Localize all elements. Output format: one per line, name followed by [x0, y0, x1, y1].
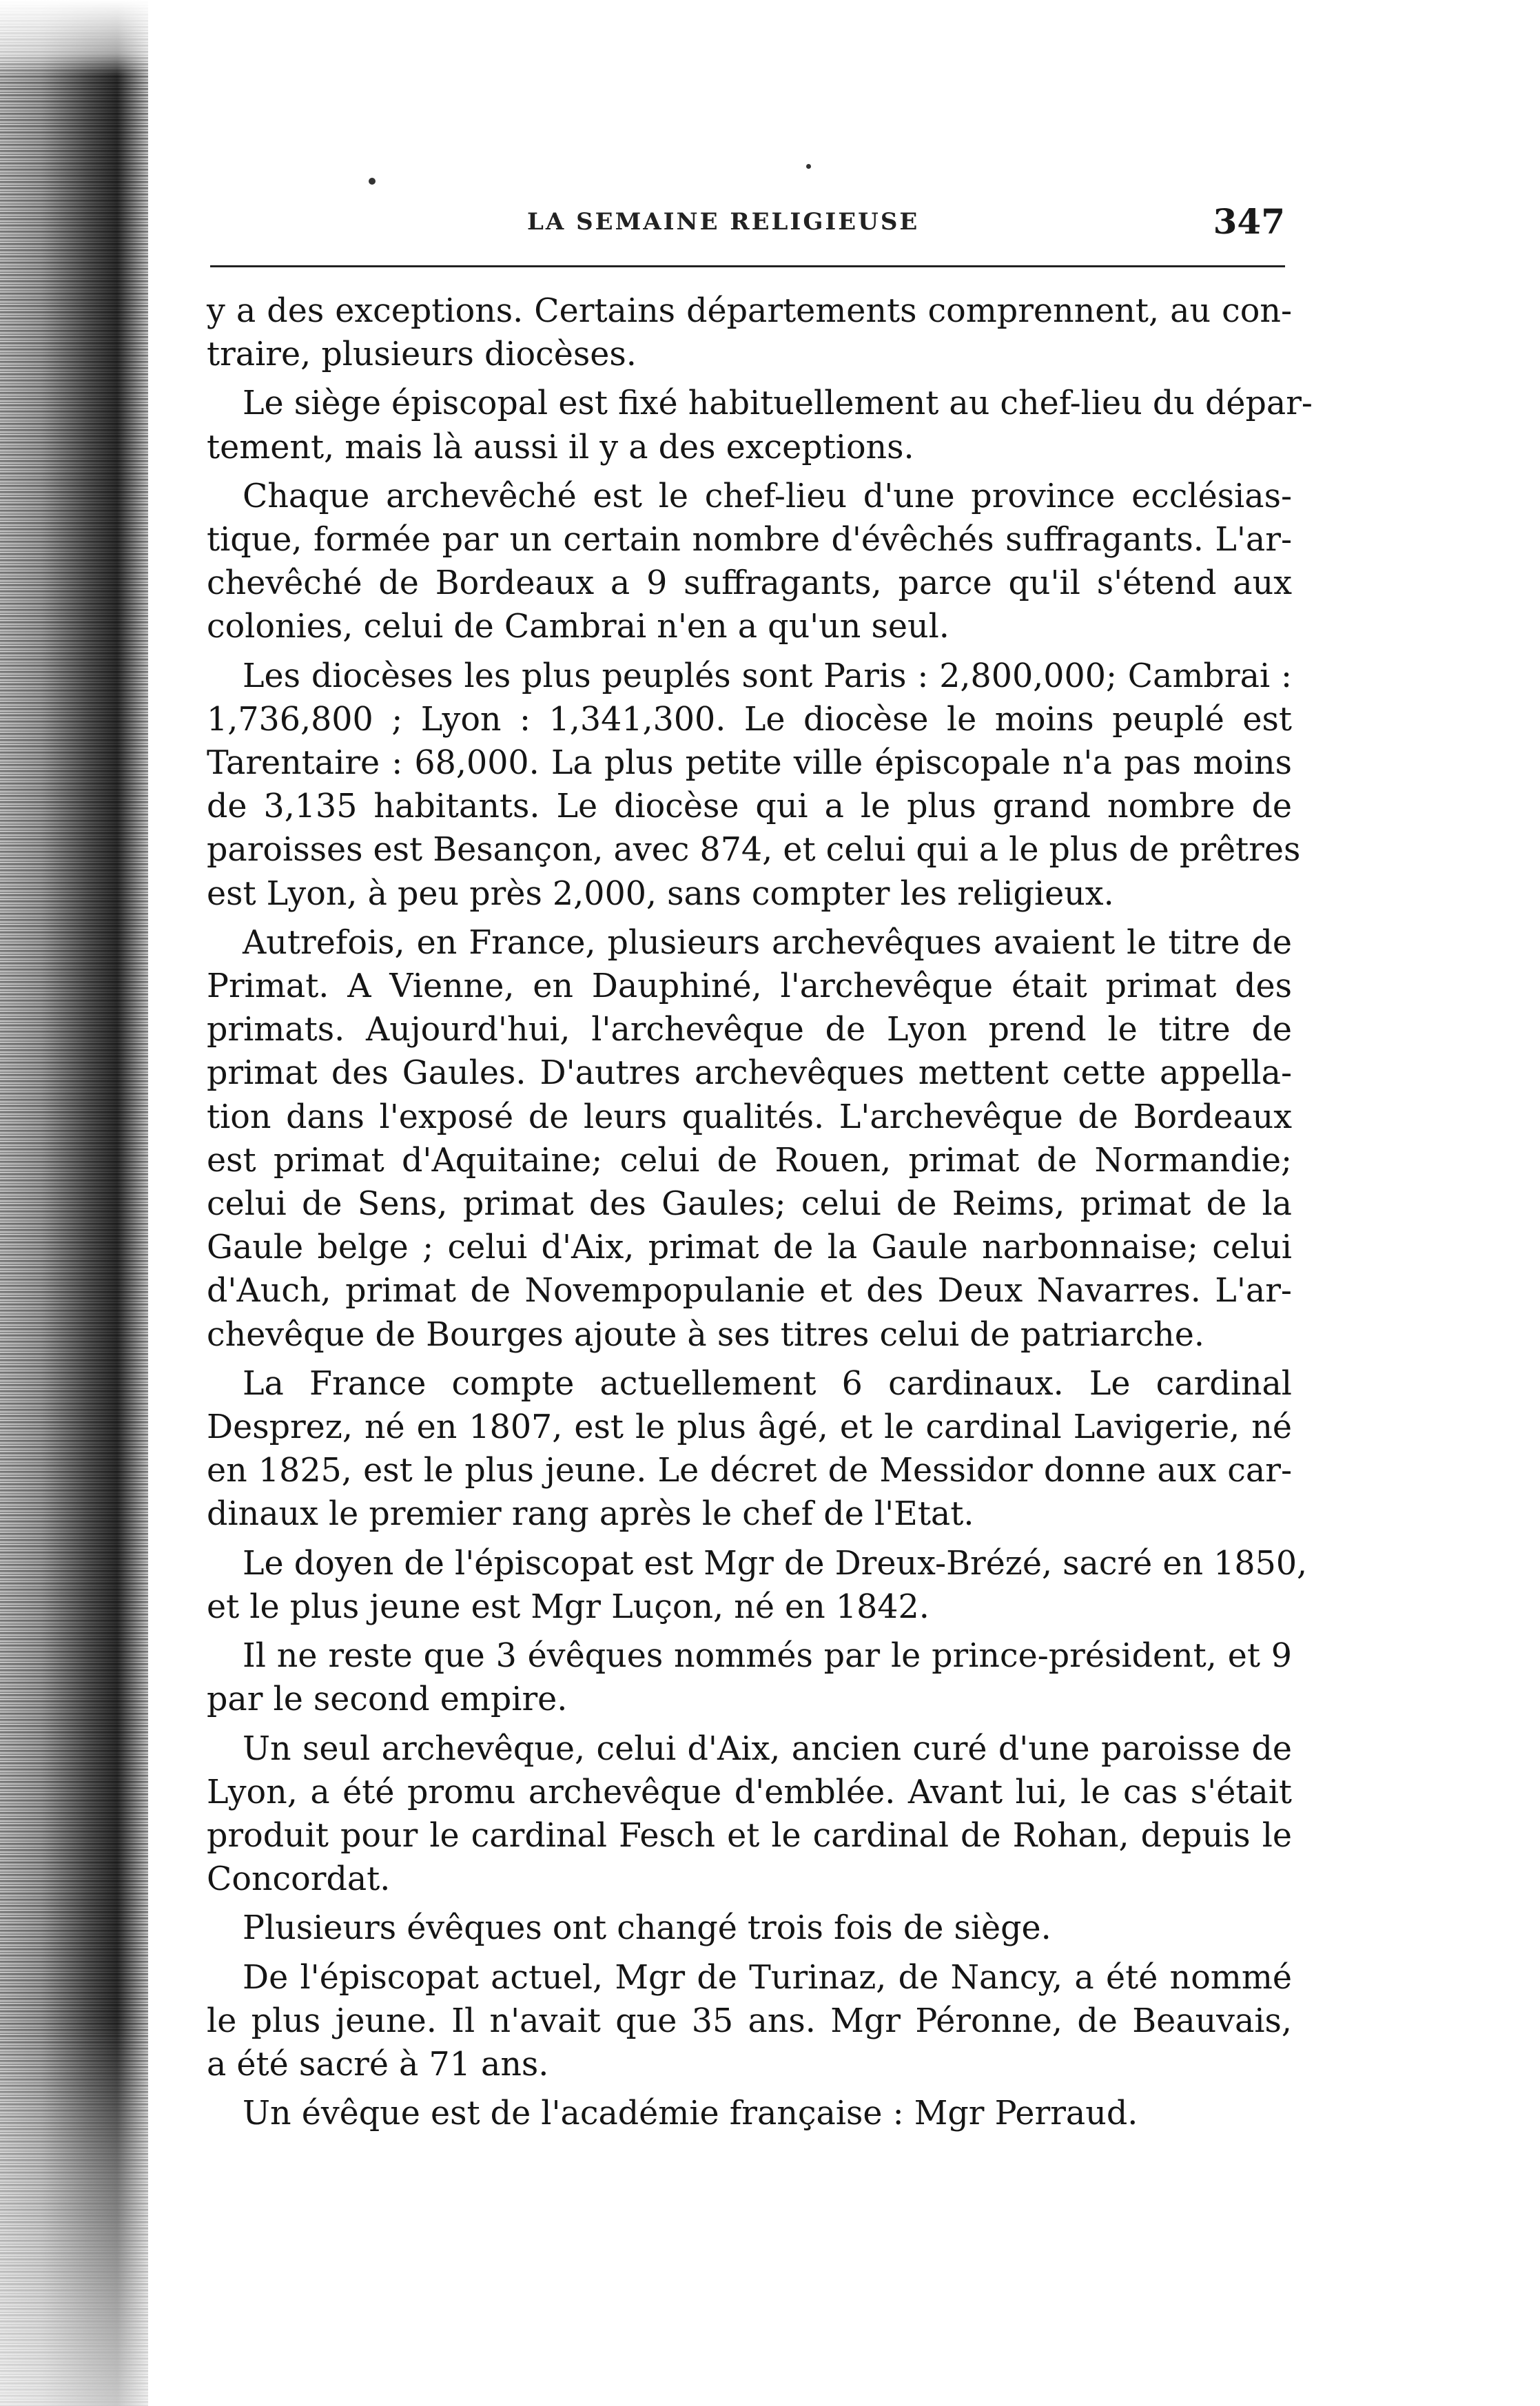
- text-line: Un évêque est de l'académie française : Mgr Perraud.: [243, 2095, 1138, 2133]
- page-header: [210, 200, 1285, 255]
- text-line: Tarentaire : 68,000. La plus petite ville épiscopale n'a pas moins: [207, 744, 1292, 783]
- ink-speck: [369, 178, 376, 185]
- text-line: colonies, celui de Cambrai n'en a qu'un seul.: [207, 608, 949, 646]
- paragraph: [207, 1362, 1292, 1536]
- page-number: 347: [1213, 201, 1285, 242]
- paragraph: [207, 655, 1301, 916]
- text-line: y a des exceptions. Certains départements comprennent, au con-: [207, 292, 1292, 330]
- header-rule: [210, 265, 1285, 267]
- paragraph: [207, 289, 1292, 376]
- text-line: primats. Aujourd'hui, l'archevêque de Lyon prend le titre de: [207, 1011, 1292, 1049]
- text-line: Autrefois, en France, plusieurs archevêques avaient le titre de: [243, 923, 1292, 962]
- binding-fade-bottom: [0, 2020, 148, 2406]
- text-line: par le second empire.: [207, 1680, 568, 1719]
- text-line: La France compte actuellement 6 cardinaux. Le cardinal: [243, 1364, 1292, 1403]
- text-line: tique, formée par un certain nombre d'évêchés suffragants. L'ar-: [207, 521, 1292, 559]
- text-line: a été sacré à 71 ans.: [207, 2045, 549, 2084]
- paragraph: [207, 2092, 1292, 2135]
- text-line: tion dans l'exposé de leurs qualités. L'archevêque de Bordeaux: [207, 1098, 1292, 1136]
- text-line: traire, plusieurs diocèses.: [207, 336, 637, 374]
- text-line: chevêché de Bordeaux a 9 suffragants, parce qu'il s'étend aux: [207, 564, 1292, 603]
- text-line: tement, mais là aussi il y a des exceptions.: [207, 428, 914, 466]
- text-line: en 1825, est le plus jeune. Le décret de Messidor donne aux car-: [207, 1452, 1292, 1490]
- text-line: Le siège épiscopal est fixé habituellement au chef-lieu du dépar-: [243, 384, 1313, 423]
- body-text: [207, 289, 1313, 2141]
- text-line: Un seul archevêque, celui d'Aix, ancien curé d'une paroisse de: [243, 1729, 1292, 1768]
- text-line: chevêque de Bourges ajoute à ses titres celui de patriarche.: [207, 1315, 1204, 1354]
- text-line: de 3,135 habitants. Le diocèse qui a le plus grand nombre de: [207, 788, 1292, 826]
- running-title: LA SEMAINE RELIGIEUSE: [527, 208, 920, 236]
- text-line: Le doyen de l'épiscopat est Mgr de Dreux-Brézé, sacré en 1850,: [243, 1544, 1308, 1583]
- text-line: d'Auch, primat de Novempopulanie et des Deux Navarres. L'ar-: [207, 1272, 1292, 1310]
- paragraph: [207, 475, 1292, 649]
- paragraph: [207, 921, 1292, 1357]
- text-line: Il ne reste que 3 évêques nommés par le prince-président, et 9: [243, 1637, 1292, 1676]
- binding-fade-top: [0, 0, 148, 76]
- text-line: produit pour le cardinal Fesch et le cardinal de Rohan, depuis le: [207, 1816, 1292, 1855]
- paragraph: [207, 1542, 1308, 1629]
- text-line: Primat. A Vienne, en Dauphiné, l'archevêque était primat des: [207, 967, 1292, 1006]
- text-line: primat des Gaules. D'autres archevêques mettent cette appella-: [207, 1054, 1292, 1093]
- paragraph: [207, 1906, 1292, 1950]
- paragraph: [207, 1634, 1292, 1721]
- text-line: est primat d'Aquitaine; celui de Rouen, primat de Normandie;: [207, 1141, 1292, 1180]
- text-line: Concordat.: [207, 1860, 391, 1899]
- text-line: dinaux le premier rang après le chef de l'Etat.: [207, 1495, 974, 1534]
- text-line: Les diocèses les plus peuplés sont Paris : 2,800,000; Cambrai :: [243, 657, 1292, 695]
- paragraph: [207, 1727, 1292, 1902]
- text-line: Gaule belge ; celui d'Aix, primat de la Gaule narbonnaise; celui: [207, 1228, 1292, 1267]
- paragraph: [207, 382, 1313, 469]
- ink-speck: [806, 164, 811, 169]
- text-line: De l'épiscopat actuel, Mgr de Turinaz, de Nancy, a été nommé: [243, 1958, 1292, 1997]
- text-line: et le plus jeune est Mgr Luçon, né en 1842.: [207, 1587, 930, 1626]
- text-line: le plus jeune. Il n'avait que 35 ans. Mgr Péronne, de Beauvais,: [207, 2002, 1292, 2040]
- text-line: Desprez, né en 1807, est le plus âgé, et le cardinal Lavigerie, né: [207, 1408, 1292, 1447]
- text-line: 1,736,800 ; Lyon : 1,341,300. Le diocèse le moins peuplé est: [207, 700, 1292, 739]
- text-line: est Lyon, à peu près 2,000, sans compter les religieux.: [207, 874, 1114, 913]
- paragraph: [207, 1956, 1292, 2087]
- text-line: paroisses est Besançon, avec 874, et celui qui a le plus de prêtres: [207, 831, 1301, 870]
- text-line: Plusieurs évêques ont changé trois fois de siège.: [243, 1909, 1051, 1948]
- text-line: celui de Sens, primat des Gaules; celui de Reims, primat de la: [207, 1185, 1292, 1224]
- text-line: Lyon, a été promu archevêque d'emblée. Avant lui, le cas s'était: [207, 1773, 1292, 1811]
- text-line: Chaque archevêché est le chef-lieu d'une province ecclésias-: [243, 477, 1292, 515]
